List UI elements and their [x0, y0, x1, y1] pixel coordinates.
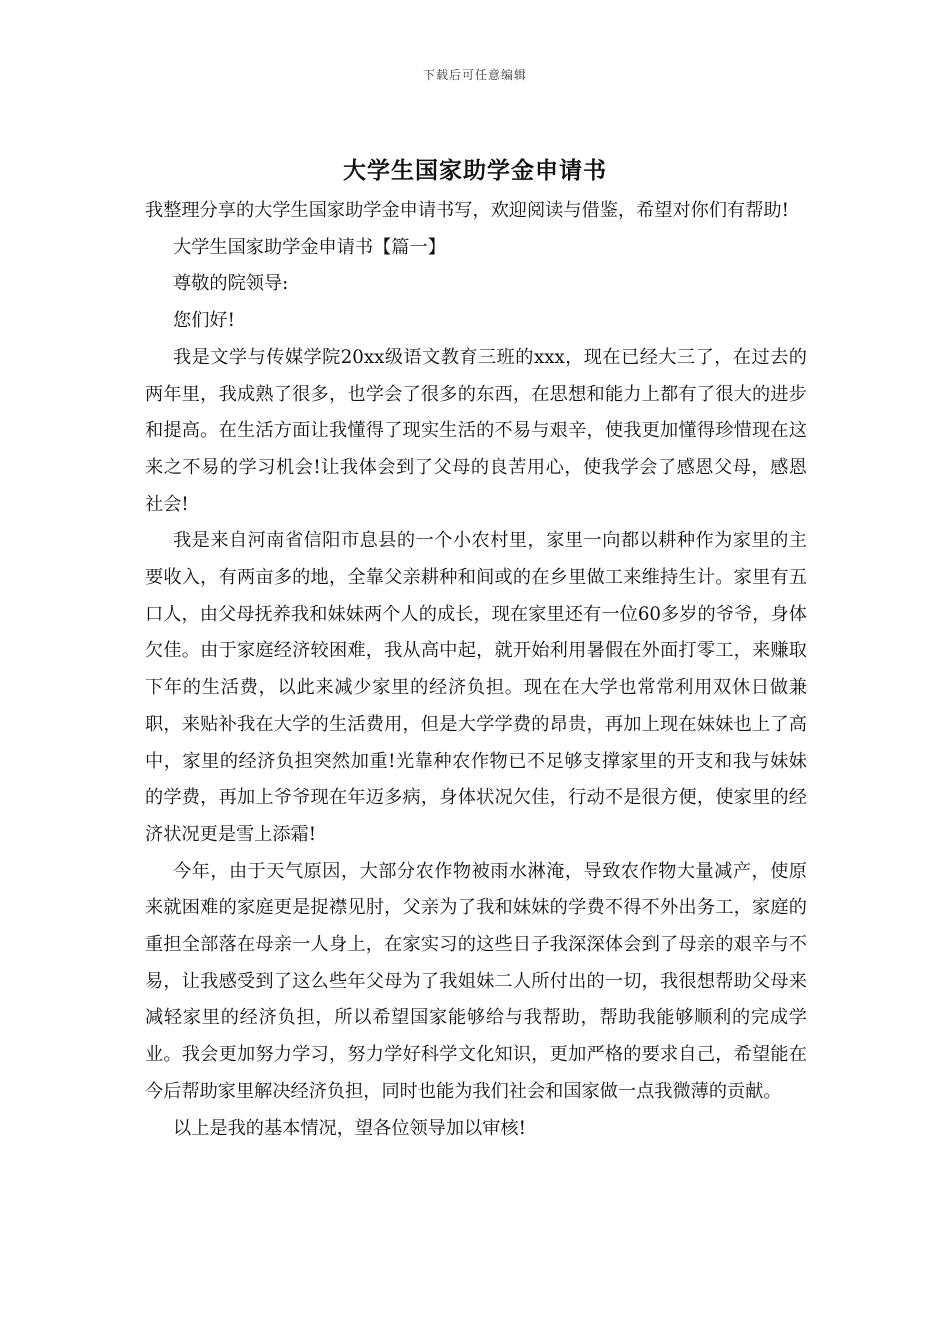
body-paragraph: 今年，由于天气原因，大部分农作物被雨水淋淹，导致农作物大量减产，使原来就困难的家庭更是捉襟见肘，父亲为了我和妹妹的学费不得不外出务工，家庭的重担全部落在母亲一人身上，在家实习的这些日子我深深体会到了母亲的艰辛与不易，让我感受到了这么些年父母为了我姐妹二人所付出的一切，我很想帮助父母来减轻家里的经济负担，所以希望国家能够给与我帮助，帮助我能够顺利的完成学业。我会更加努力学习，努力学好科学文化知识，更加严格的要求自己，希望能在今后帮助家里解决经济负担，同时也能为我们社会和国家做一点我微薄的贡献。: [145, 860, 807, 1102]
header-note: 下载后可任意编辑: [422, 68, 527, 82]
salutation: 尊敬的院领导:: [173, 273, 289, 295]
section-heading: 大学生国家助学金申请书【篇一】: [173, 236, 446, 258]
body-paragraph: 我是文学与传媒学院20xx级语文教育三班的xxx，现在已经大三了，在过去的两年里，我成熟了很多，也学会了很多的东西，在思想和能力上都有了很大的进步和提高。在生活方面让我懂得了现实生活的不易与艰辛，使我更加懂得珍惜现在这来之不易的学习机会!让我体会到了父母的良苦用心，使我学会了感恩父母，感恩社会!: [145, 346, 807, 515]
greeting: 您们好!: [173, 310, 235, 332]
document-title: 大学生国家助学金申请书: [343, 157, 607, 184]
closing-paragraph: 以上是我的基本情况，望各位领导加以审核!: [173, 1117, 526, 1139]
body-paragraph: 我是来自河南省信阳市息县的一个小农村里，家里一向都以耕种作为家里的主要收入，有两亩多的地，全靠父亲耕种和间或的在乡里做工来维持生计。家里有五口人，由父母抚养我和妹妹两个人的成长，现在家里还有一位60多岁的爷爷，身体欠佳。由于家庭经济较困难，我从高中起，就开始利用暑假在外面打零工，来赚取下年的生活费，以此来减少家里的经济负担。现在在大学也常常利用双休日做兼职，来贴补我在大学的生活费用，但是大学学费的昂贵，再加上现在妹妹也上了高中，家里的经济负担突然加重!光靠种农作物已不足够支撑家里的开支和我与妹妹的学费，再加上爷爷现在年迈多病，身体状况欠佳，行动不是很方便，使家里的经济状况更是雪上添霜!: [145, 530, 807, 845]
document-body: [145, 193, 807, 1147]
intro-paragraph: 我整理分享的大学生国家助学金申请书写，欢迎阅读与借鉴，希望对你们有帮助!: [145, 200, 789, 221]
